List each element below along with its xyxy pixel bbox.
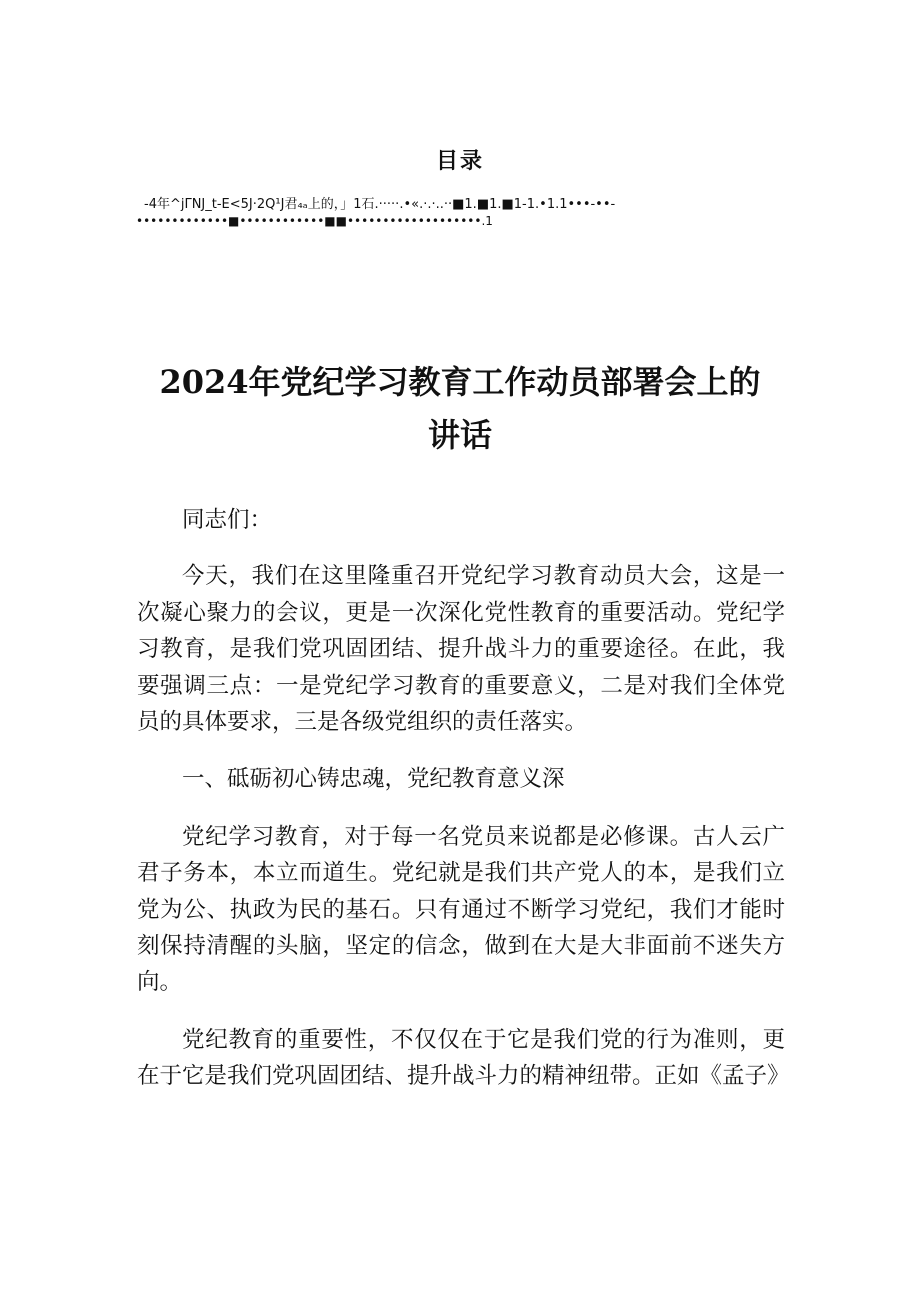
document-title-line-2: 讲话 (427, 416, 492, 454)
section-heading: 一、砥砺初心铸忠魂，党纪教育意义深 (182, 766, 565, 793)
body-paragraph: 党纪教育的重要性，不仅仅在于它是我们党的行为准则，更在于它是我们党巩固团结、提升战斗力的精神纽带。正如《孟子》 (137, 1026, 790, 1090)
document-title (100, 356, 820, 462)
body-paragraph: 党纪学习教育，对于每一名党员来说都是必修课。古人云广君子务本，本立而道生。党纪就是我们共产党人的本，是我们立党为公、执政为民的基石。只有通过不断学习党纪，我们才能时刻保持清醒的头脑，坚定的信念，做到在大是大非面前不迷失方向。 (137, 823, 785, 996)
toc-entry-leader-line[interactable]: •••••••••••••■••••••••••••■■•••••••••••••••••••.1 (136, 214, 493, 228)
document-body (137, 502, 790, 1116)
greeting-paragraph: 同志们： (182, 507, 273, 533)
body-paragraph: 今天，我们在这里隆重召开党纪学习教育动员大会，这是一次凝心聚力的会议，更是一次深化党性教育的重要活动。党纪学习教育，是我们党巩固团结、提升战斗力的重要途径。在此，我要强调三点：一是党纪学习教育的重要意义，二是对我们全体党员的具体要求，三是各级党组织的责任落实。 (137, 563, 785, 736)
toc-entry-line[interactable]: -4年^jΓNJ_t-E<5J·2Q¹J君₄ₐ上的，」1石.·····.•«.·.·..··■1.■1.■1-1.•1.1•••-••- (144, 197, 616, 212)
toc-title: 目录 (435, 149, 484, 174)
document-title-line-1: 2024年党纪学习教育工作动员部署会上的 (159, 363, 761, 401)
